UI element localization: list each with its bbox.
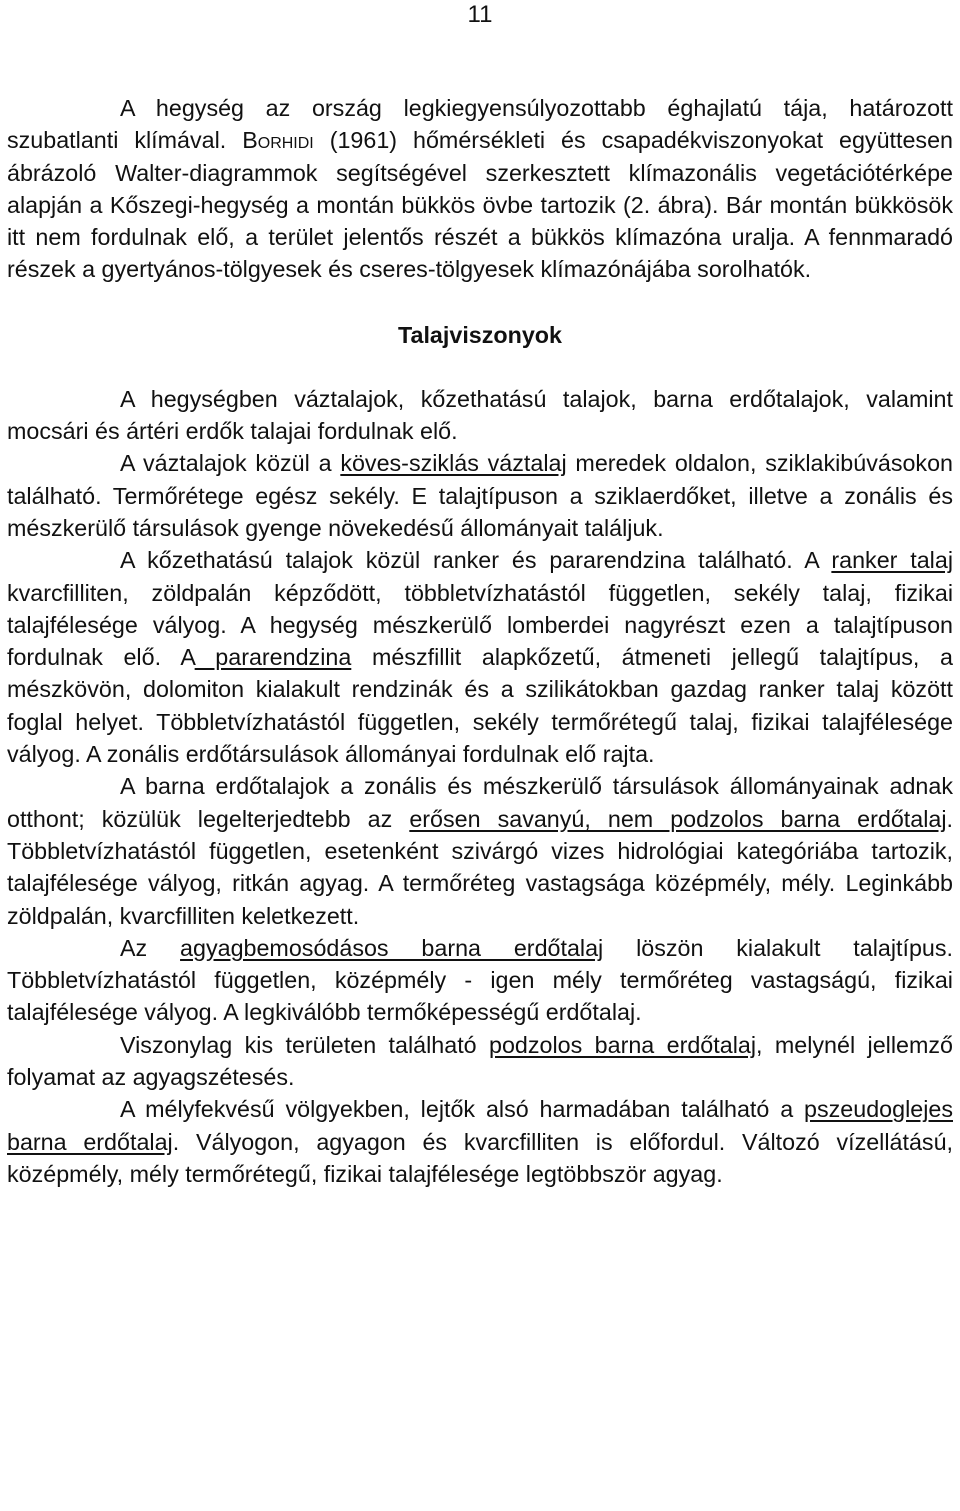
brown-forest-soils-paragraph [7, 770, 953, 931]
soil-type-term: erősen savanyú, nem podzolos barna erdőtalaj [409, 805, 947, 832]
text-run: (1961) hőmérsékleti és csapadékviszonyokat együttesen ábrázoló Walter-diagrammok segítségével szerkesztett klímazonális vegetációtérképe alapján a Kőszegi-hegység a montán bükkös övbe tartozik (2. ábra). Bár montán bükkösök itt nem fordulnak elő, a terület jelentős részét a bükkös klímazóna uralja. A fennmaradó részek a gyertyános-tölgyesek és cseres-tölgyesek klímazónájába sorolhatók. [7, 127, 953, 283]
soil-type-term: pararendzina [194, 644, 352, 671]
text-run: Az [120, 934, 181, 961]
clay-illuviation-soil-paragraph [7, 932, 953, 1029]
text-run: meredek oldalon, sziklakibúvásokon található. Termőrétege egész sekély. E talajtípuson a sziklaerdőket, illetve a zonális és mészkerülő társulások gyenge növekedésű állományait találjuk. [7, 450, 953, 541]
soils-intro-paragraph: A hegységben váztalajok, kőzethatású talajok, barna erdőtalajok, valamint mocsári és ártéri erdők talajai fordulnak elő. [7, 385, 953, 445]
soil-type-term: köves-sziklás váztalaj [340, 450, 567, 477]
text-run: . Vályogon, agyagon és kvarcfilliten is előfordul. Változó vízellátású, középmély, mély termőrétegű, fizikai talajfélesége legtöbbször agyag. [7, 1128, 953, 1187]
pseudogley-soil-paragraph [7, 1093, 953, 1190]
text-run: , melynél jellemző folyamat az agyagszétesés. [7, 1031, 953, 1091]
author-name: Borhidi [242, 127, 314, 154]
page-number: 11 [467, 1, 493, 28]
text-run: A mélyfekvésű völgyekben, lejtők alsó harmadában található a [120, 1096, 805, 1123]
text-run: Viszonylag kis területen található [120, 1031, 490, 1058]
text-run: löszön kialakult talajtípus. Többletvízhatástól független, középmély - igen mély termőréteg vastagságú, fizikai talajfélesége vályog. A legkiválóbb termőképességű erdőtalaj. [7, 934, 953, 1026]
soil-type-term: ranker talaj [831, 547, 953, 574]
section-heading: Talajviszonyok [398, 321, 562, 348]
climate-paragraph [7, 92, 953, 286]
soil-type-term: podzolos barna erdőtalaj [489, 1031, 756, 1058]
podzolic-soil-paragraph [7, 1029, 953, 1094]
rock-influenced-soils-paragraph [7, 544, 953, 770]
text-run: A váztalajok közül a [120, 450, 341, 477]
soil-type-term: agyagbemosódásos barna erdőtalaj [180, 934, 604, 961]
soil-type-term: pszeudoglejes barna erdőtalaj [7, 1096, 953, 1155]
text-run: A barna erdőtalajok a zonális és mészkerülő társulások állományainak adnak otthont; közülük legelterjedtebb az [7, 773, 953, 832]
text-run: mészfillit alapkőzetű, átmeneti jellegű talajtípus, a mészkövön, dolomiton kialakult rendzinák és a szilikátokban gazdag ranker talaj között foglal helyet. Többletvízhatástól független, sekély termőrétegű talaj, fizikai talajfélesége vályog. A zonális erdőtársulások állományai fordulnak elő rajta. [7, 644, 953, 768]
skeletal-soils-paragraph [7, 447, 953, 544]
text-run: . Többletvízhatástól független, esetenként szivárgó vizes hidrológiai kategóriába tartozik, talajfélesége vályog, ritkán agyag. A termőréteg vastagsága középmély, mély. Leginkább zöldpalán, kvarcfilliten keletkezett. [7, 805, 953, 929]
text-run: A hegység az ország legkiegyensúlyozottabb éghajlatú tája, határozott szubatlanti klímával. [7, 95, 953, 154]
page-body [7, 92, 953, 1190]
text-run: A kőzethatású talajok közül ranker és pararendzina található. A [120, 547, 832, 574]
text-run: kvarcfilliten, zöldpalán képződött, többletvízhatástól független, sekély talaj, fizikai talajfélesége vályog. A hegység mészkerülő lomberdei nagyrészt ezen a talajtípuson fordulnak elő. A [7, 579, 953, 671]
